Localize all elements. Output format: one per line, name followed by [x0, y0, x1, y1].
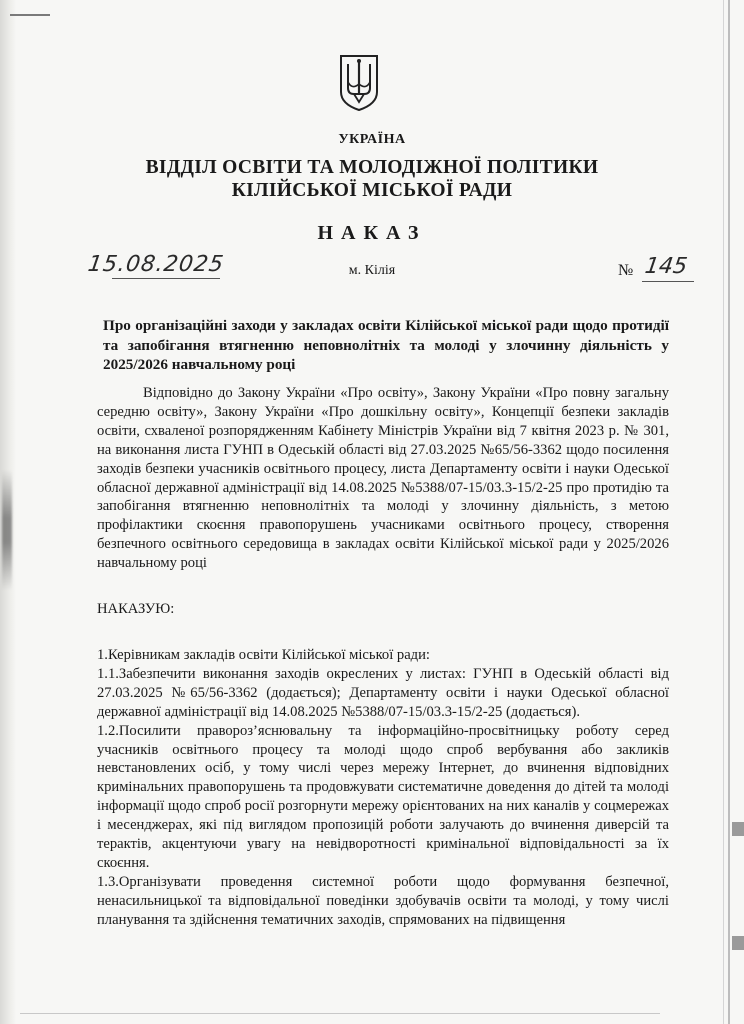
scan-mark: [732, 822, 744, 836]
order-item: 1.Керівникам закладів освіти Кілійської міської ради:: [97, 647, 430, 663]
handwritten-date: 15.08.2025: [86, 252, 226, 277]
scan-right-edge-inner: [723, 0, 724, 1024]
organization-name-line-2: КІЛІЙСЬКОЇ МІСЬКОЇ РАДИ: [231, 180, 513, 201]
number-underline: [642, 281, 694, 282]
organization-name-line-1: ВІДДІЛ ОСВІТИ ТА МОЛОДІЖНОЇ ПОЛІТИКИ: [145, 157, 599, 178]
order-subject: Про організаційні заходи у закладах освіти Кілійської міської ради щодо протидії та запобігання втягненню неповнолітніх та молоді у злочинну діяльність у 2025/2026 навчальному році: [103, 317, 669, 373]
scan-right-edge: [728, 0, 730, 1024]
handwritten-order-number: 145: [643, 254, 689, 279]
order-item: 1.3.Організувати проведення системної роботи щодо формування безпечної, ненасильницької та відповідальної поведінки здобувачів освіти та молоді, у тому числі планування та здійснення тематичних заходів, спрямованих на підвищення: [97, 873, 669, 928]
number-label: №: [618, 262, 634, 279]
order-items: [97, 646, 669, 930]
scan-bottom-line: [20, 1013, 660, 1014]
order-item: 1.2.Посилити правороз’яснювальну та інформаційно-просвітницьку роботу серед учасників освітнього процесу та молоді щодо спроб вербування або закликів невстановлених осіб, у тому числі через мережу Інтернет, до вчинення відповідних кримінальних правопорушень та продовжувати систематичне доведення до дітей та молоді інформації щодо спроб росії розгорнути мережу орієнтованих на них каналів у соцмережах і месенджерах, які під виглядом пропозицій роботи залучають до вчинення диверсій та терактів, акцентуючи увагу на невідворотності кримінальної відповідальності за їх скоєння.: [97, 722, 669, 871]
order-item: 1.1.Забезпечити виконання заходів окреслених у листах: ГУНП в Одеській області від 27.03.2025 №65/56-3362 (додається); Департаменту освіти і науки Одеської обласної державної адміністрації від 14.08.2025 №5388/07-15/03.3-15/2-25 (додається).: [97, 665, 669, 720]
scan-mark: [732, 936, 744, 950]
trident-emblem-icon: [338, 54, 380, 112]
scan-shadow: [2, 470, 12, 590]
scan-mark: [10, 14, 50, 16]
country-name: УКРАЇНА: [338, 132, 406, 147]
document-type: НАКАЗ: [317, 222, 427, 244]
order-word: НАКАЗУЮ:: [97, 601, 175, 617]
preamble-paragraph: Відповідно до Закону України «Про освіту», Закону України «Про повну загальну середню освіту», Закону України «Про дошкільну освіту», Концепції безпеки закладів освіти, схваленої розпорядженням Кабінету Міністрів України від 7 квітня 2023 р. № 301, на виконання листа ГУНП в Одеській області від 27.03.2025 №65/56-3362 щодо посилення заходів безпеки учасників освітнього процесу, листа Департаменту освіти і науки Одеської обласної державної адміністрації від 14.08.2025 №5388/07-15/03.3-15/2-25 про протидію та запобігання втягненню неповнолітніх та молоді у злочинну діяльність, з метою профілактики скоєння правопорушень учасниками освітнього процесу, створення безпечного освітнього середовища в закладах освіти Кілійської міської ради у 2025/2026 навчальному році: [97, 385, 669, 572]
city: м. Кілія: [348, 263, 396, 278]
